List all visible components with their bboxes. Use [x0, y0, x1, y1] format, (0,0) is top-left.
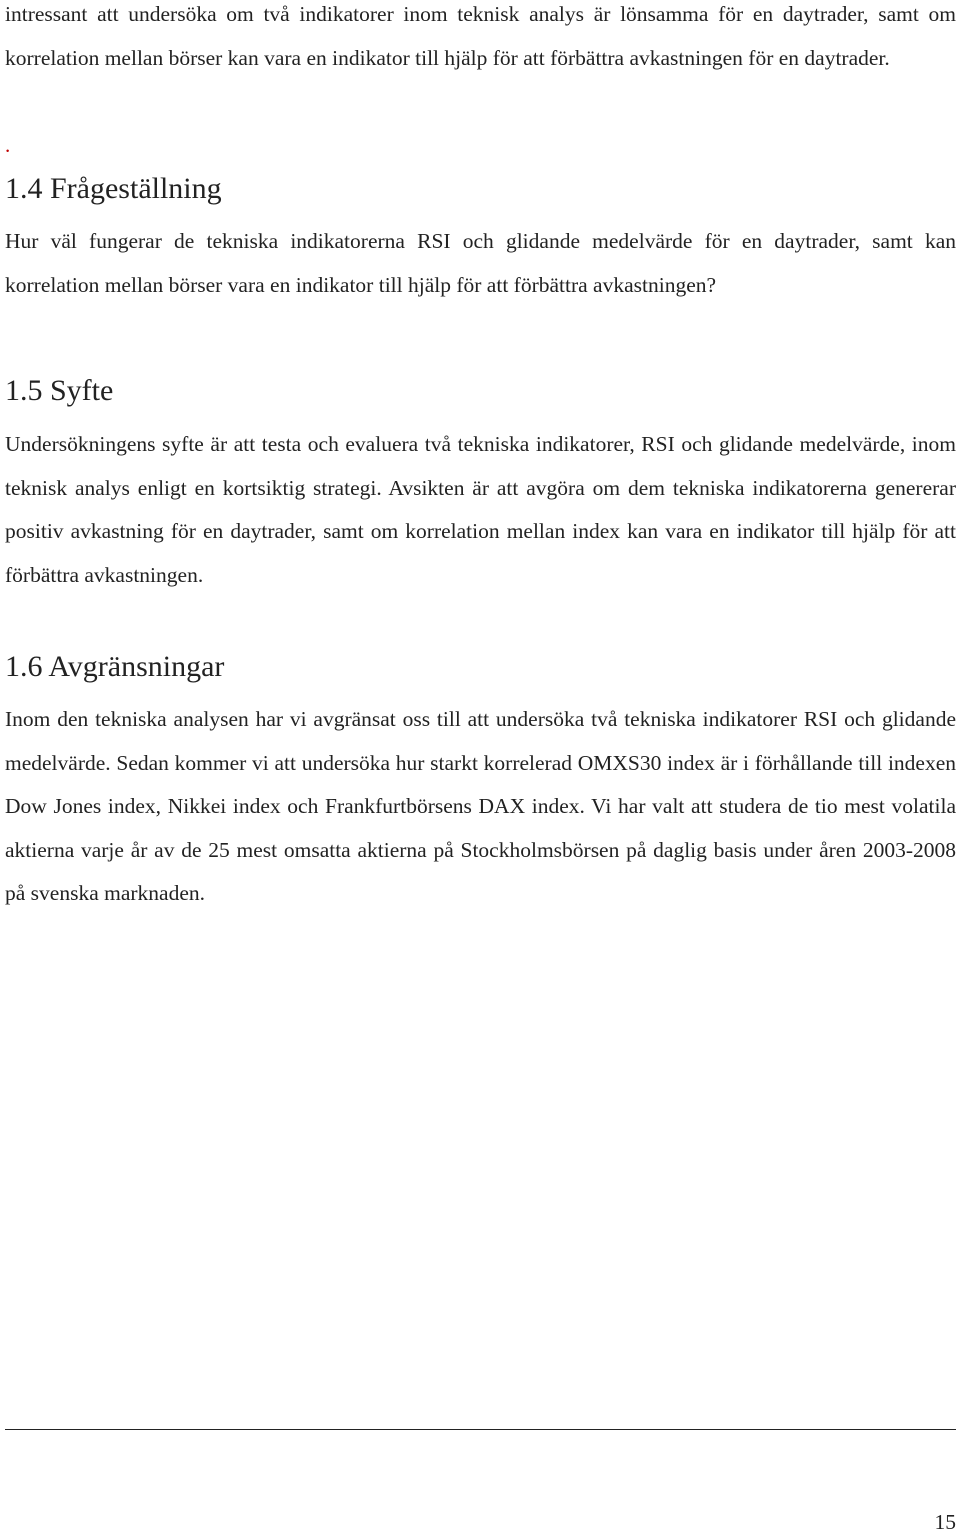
section-block-avgransningar	[5, 698, 956, 916]
stray-period-mark: .	[5, 133, 11, 157]
section-heading-avgransningar: 1.6 Avgränsningar	[5, 650, 225, 683]
footer-divider	[5, 1429, 956, 1430]
intro-block	[5, 0, 956, 80]
section-body-syfte: Undersökningens syfte är att testa och evaluera två tekniska indikatorer, RSI och glidande medelvärde, inom teknisk analys enligt en kortsiktig strategi. Avsikten är att avgöra om dem tekniska indikatorerna genererar positiv avkastning för en daytrader, samt om korrelation mellan index kan vara en indikator till hjälp för att förbättra avkastningen.	[5, 432, 956, 587]
intro-paragraph: intressant att undersöka om två indikatorer inom teknisk analys är lönsamma för en daytrader, samt om korrelation mellan börser kan vara en indikator till hjälp för att förbättra avkastningen för en daytrader.	[5, 2, 956, 70]
section-block-syfte	[5, 423, 956, 597]
document-page	[5, 0, 956, 1536]
section-heading-fragestallning: 1.4 Frågeställning	[5, 172, 222, 205]
section-body-avgransningar: Inom den tekniska analysen har vi avgränsat oss till att undersöka två tekniska indikatorer RSI och glidande medelvärde. Sedan kommer vi att undersöka hur starkt korrelerad OMXS30 index är i förhållande till indexen Dow Jones index, Nikkei index och Frankfurtbörsens DAX index. Vi har valt att studera de tio mest volatila aktierna varje år av de 25 mest omsatta aktierna på Stockholmsbörsen på daglig basis under åren 2003-2008 på svenska marknaden.	[5, 707, 956, 905]
section-body-fragestallning: Hur väl fungerar de tekniska indikatorerna RSI och glidande medelvärde för en daytrader, samt kan korrelation mellan börser vara en indikator till hjälp för att förbättra avkastningen?	[5, 229, 956, 297]
section-block-fragestallning	[5, 220, 956, 307]
section-heading-syfte: 1.5 Syfte	[5, 374, 114, 407]
page-number: 15	[934, 1510, 956, 1534]
